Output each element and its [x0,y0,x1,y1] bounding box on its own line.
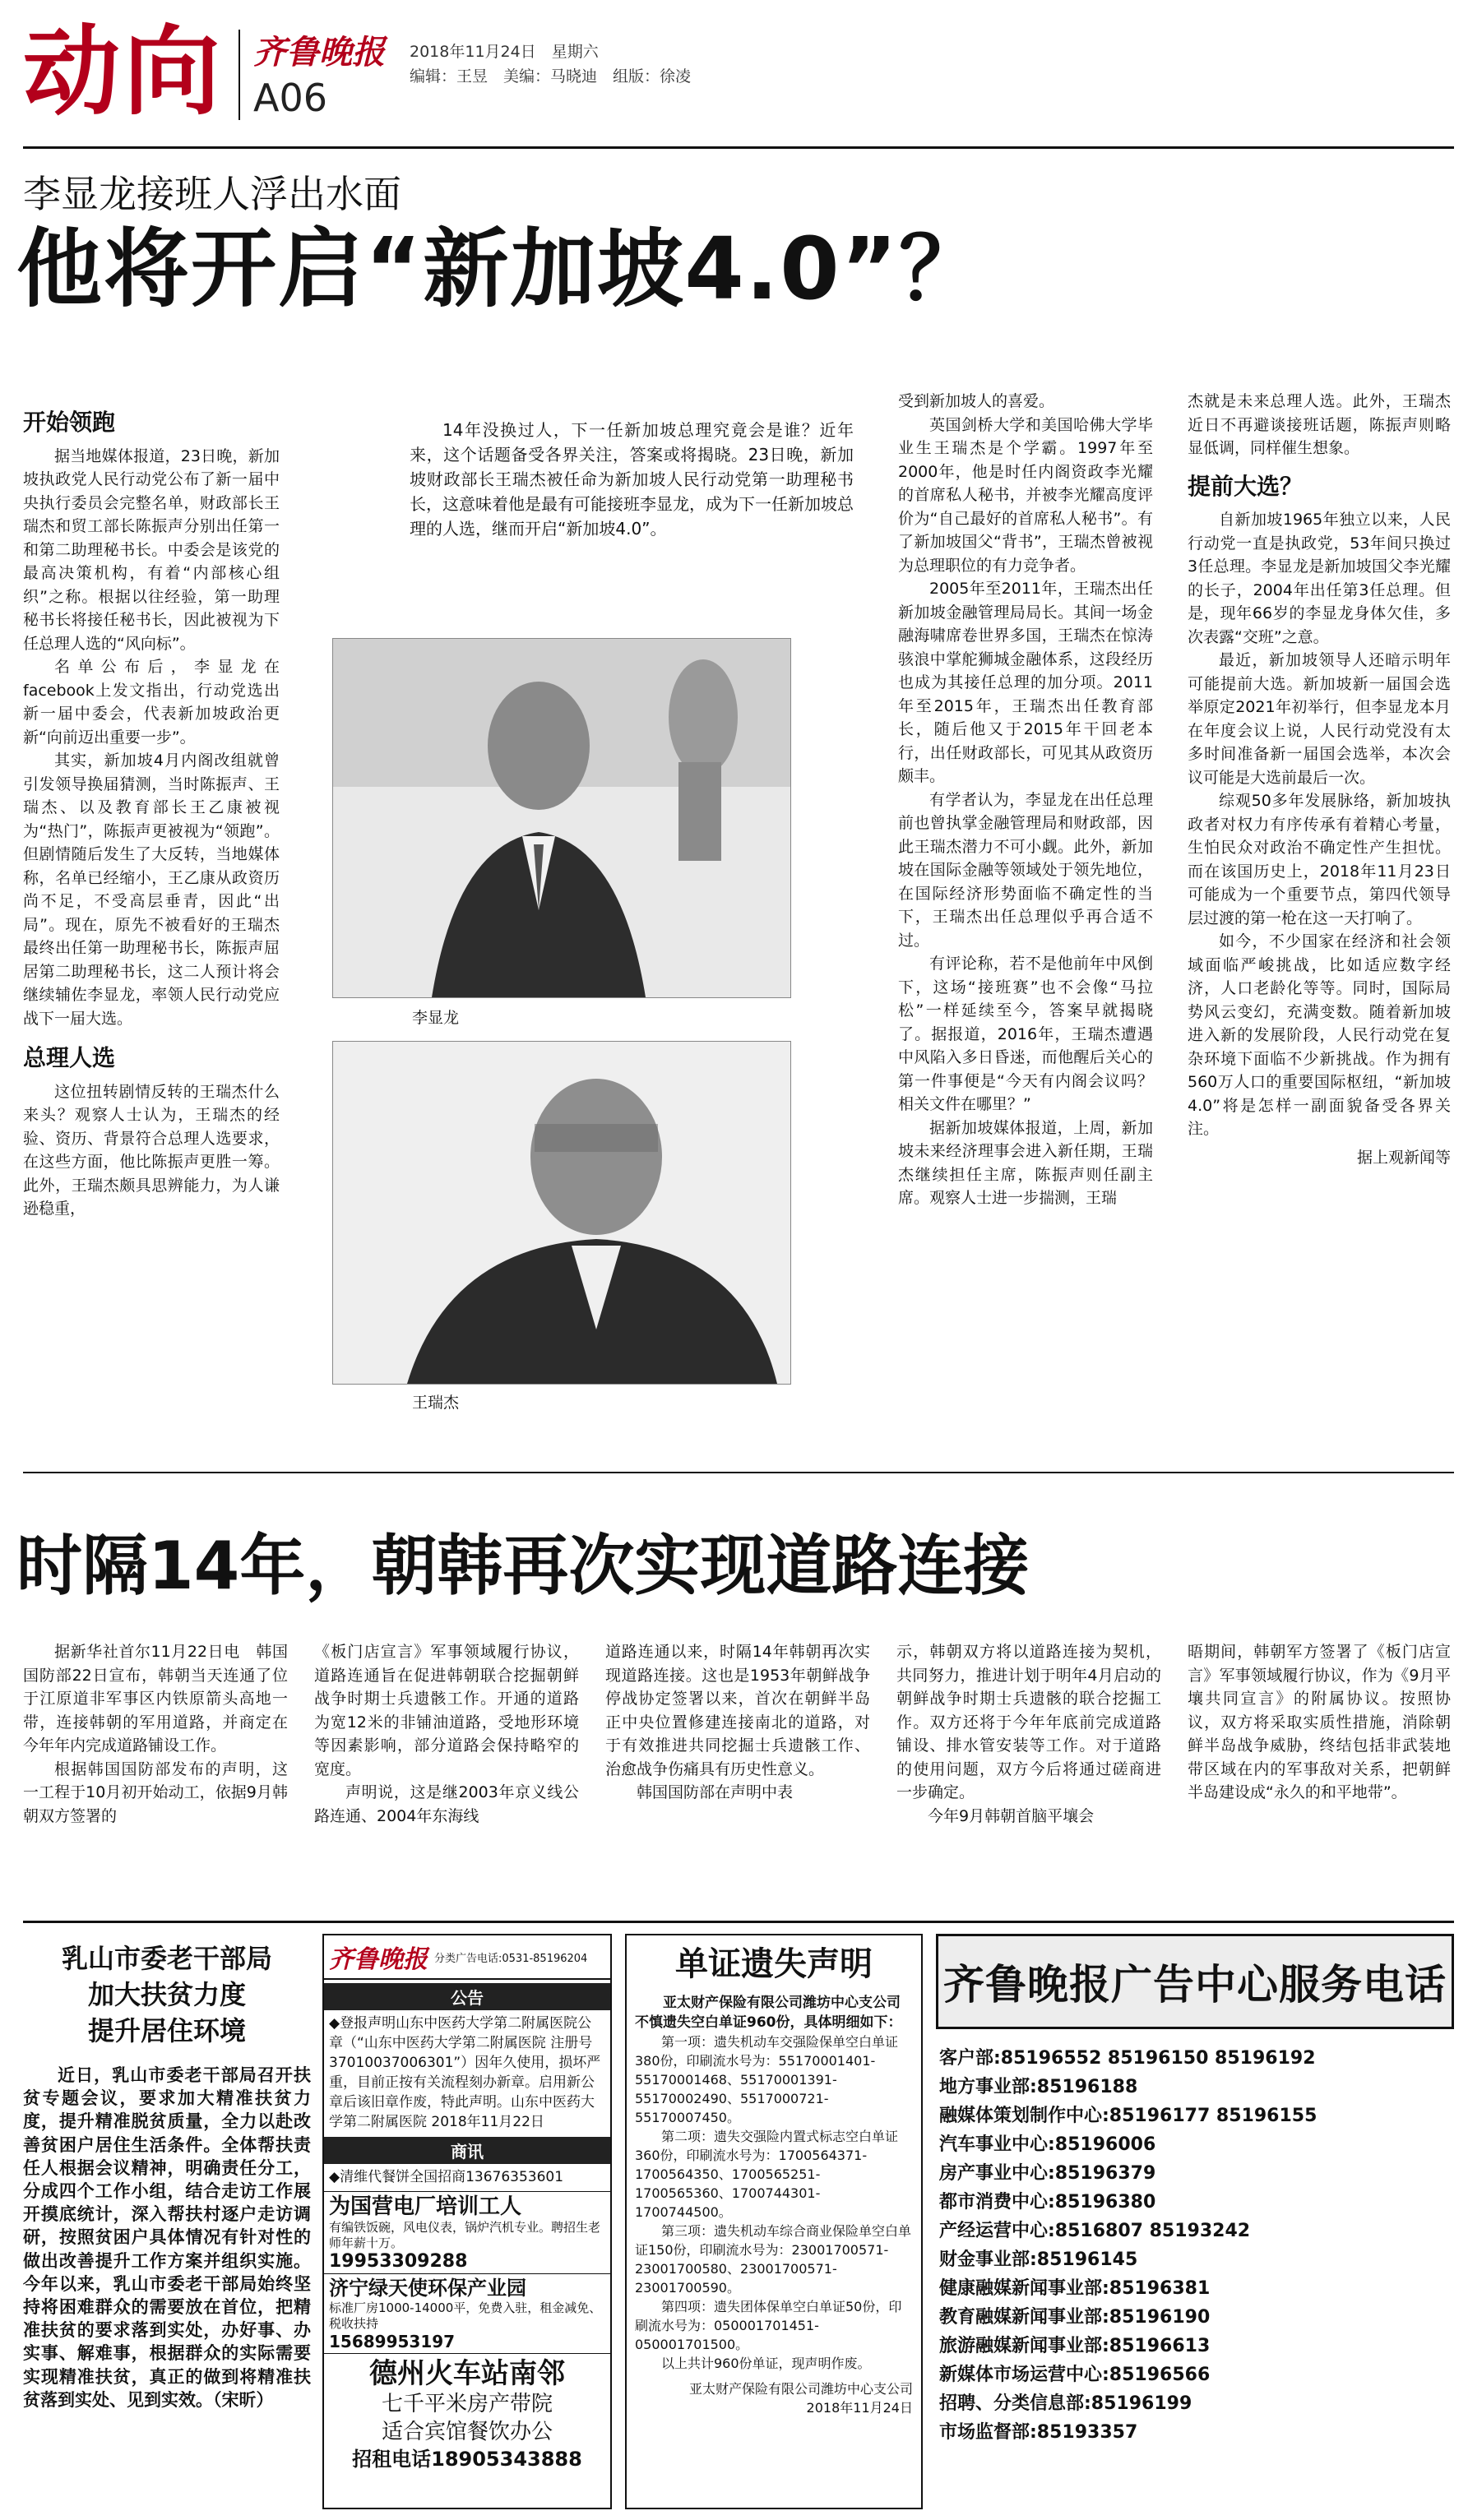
portrait-photo-icon [333,639,790,997]
paragraph: 据新加坡媒体报道，上周，新加坡未来经济理事会进入新任期，王瑞杰继续担任主席，陈振声则任副主席。观察人士进一步揣测，王瑞 [898,1118,1153,1207]
service-line: 产经运营中心:8516807 85193242 [939,2221,1251,2241]
staff-credits: 编辑：王昱 美编：马晓迪 组版：徐凌 [410,67,692,86]
ad1-phone: 19953309288 [329,2251,468,2272]
service-line: 新媒体市场运营中心:85196566 [939,2365,1211,2385]
paragraph: 其实，新加坡4月内阁改组就曾引发领导换届猜测，当时陈振声、王瑞杰、以及教育部长王乙康被视为“热门”，陈振声更被视为“领跑”。但剧情随后发生了大反转，当地媒体称，名单已经缩小，王乙康从政资历尚不足，不受高层垂青，因此“出局”。现在，原先不被看好的王瑞杰最终出任第一助理秘书长，陈振声屈居第二助理秘书长，这二人预计将会继续辅佐李显龙，率领人民行动党应战下一届大选。 [23,751,280,1028]
photo-lee-hsien-loong [332,638,791,1027]
ad3-line: 七千平米房产带院 [381,2392,553,2416]
photo2-caption: 王瑞杰 [412,1394,460,1412]
service-title: 齐鲁晚报广告中心服务电话 [943,1961,1447,2009]
ad-story-title: 乳山市委老干部局 [61,1943,272,1974]
story1-source: 据上观新闻等 [1356,1148,1451,1167]
paragraph: 有学者认为，李显龙在出任总理前也曾执掌金融管理局和财政部，因此王瑞杰潜力不可小觑。此外，新加坡在国际金融等领域处于领先地位，在国际经济形势面临不确定性的当下，王瑞杰出任总理似乎再合适不过。 [898,790,1153,950]
service-line: 财金事业部:85196145 [939,2250,1138,2270]
service-line: 教育融媒新闻事业部:85196190 [939,2307,1211,2328]
lost-item: 第二项：遗失交强险内置式标志空白单证360份，印刷流水号为：1700564371-1700564350、1700565251-1700565360、1700744301-1700744500。 [635,2129,899,2220]
service-line: 招聘、分类信息部:85196199 [939,2393,1192,2414]
story1-kicker: 李显龙接班人浮出水面 [23,172,401,216]
classifieds-brand: 齐鲁晚报 [329,1945,428,1974]
paper-logo: 齐鲁晚报 [253,33,385,72]
story1-col1 [23,411,280,1221]
ad3-line: 适合宾馆餐饮办公 [381,2420,553,2444]
service-line: 汽车事业中心:85196006 [939,2134,1156,2155]
paragraph: 名单公布后，李显龙在facebook上发文指出，行动党选出新一届中委会，代表新加坡政治更新“向前迈出重要一步”。 [23,658,280,747]
paragraph: 据当地媒体报道，23日晚，新加坡执政党人民行动党公布了新一届中央执行委员会完整名单，财政部长王瑞杰和贸工部长陈振声分别出任第一和第二助理秘书长。中委会是该党的最高决策机构，有着“内部核心组织”之称。根据以往经验，第一助理秘书长将接任秘书长，因此被视为下任总理人选的“风向标”。 [23,446,280,653]
lost-item: 第三项：遗失机动车综合商业保险单空白单证150份，印刷流水号为：23001700571-23001700580、23001700571-23001700590。 [635,2223,912,2296]
ad1-sub: 有编铁饭碗，风电仪表，锅炉汽机专业。聘招生老师年薪十万。 [329,2220,601,2250]
notice-header: 公告 [324,1983,610,2010]
story1-col3 [898,390,1153,1210]
subhead-candidate: 总理人选 [23,1044,116,1071]
biz-item: ◆清维代餐饼全国招商13676353601 [329,2169,564,2185]
paragraph: 这位扭转剧情反转的王瑞杰什么来头？观察人士认为，王瑞杰的经验、资历、背景符合总理人选要求，在这些方面，他比陈振声更胜一筹。此外，王瑞杰颇具思辨能力，为人谦逊稳重， [23,1082,280,1218]
ad2-title: 济宁绿天使环保产业园 [329,2277,526,2300]
notice-body: ◆登报声明山东中医药大学第二附属医院公章（“山东中医药大学第二附属医院 注册号37010037006301”）因年久使用，损坏严重，目前正按有关流程刻办新章。启用新公章后该旧章作废，特此声明。山东中医药大学第二附属医院 2018年11月22日 [329,2015,601,2130]
story1-lead: 14年没换过人，下一任新加坡总理究竟会是谁？近年来，这个话题备受各界关注，答案或将揭晓。23日晚，新加坡财政部长王瑞杰被任命为新加坡人民行动党第一助理秘书长，这意味着他是最有可能接班李显龙，成为下一任新加坡总理的人选，继而开启“新加坡4.0”。 [410,420,854,539]
ad-story-body: 近日，乳山市委老干部局召开扶贫专题会议，要求加大精准扶贫力度，提升精准脱贫质量，全力以赴改善贫困户居住生活条件。全体帮扶责任人根据会议精神，明确责任分工，分成四个工作小组，结合走访工作展开摸底统计，深入帮扶村逐户走访调研，按照贫困户具体情况有针对性的做出改善提升工作方案并组织实施。今年以来，乳山市委老干部局始终坚持将困难群众的需要放在首位，把精准扶贫的要求落到实处，办好事、办实事、解难事，根据群众的实际需要实现精准扶贫，真正的做到将精准扶贫落到实处、见到实效。（宋昕） [23,2065,311,2410]
story1-col4 [1188,390,1451,1169]
ads-rule [23,1921,1454,1923]
paragraph: 2005年至2011年，王瑞杰出任新加坡金融管理局局长。其间一场金融海啸席卷世界多国，王瑞杰在惊涛骇浪中掌舵狮城金融体系，这段经历也成为其接任总理的加分项。2011年至2015年，王瑞杰出任教育部长，随后他又于2015年干回老本行，出任财政部长，可见其从政资历颇丰。 [898,580,1153,785]
paragraph: 综观50多年发展脉络，新加坡执政者对权力有序传承有着精心考量，生怕民众对政治不确定性产生担忧。而在该国历史上，2018年11月23日可能成为一个重要节点，第四代领导层过渡的第一枪在这一天打响了。 [1188,792,1451,927]
lost-total: 以上共计960份单证，现声明作废。 [661,2356,871,2371]
page-number: A06 [253,76,328,120]
story2-col3: 道路连通以来，时隔14年韩朝再次实现道路连接。这也是1953年朝鲜战争停战协定签署以来，首次在朝鲜半岛正中央位置修建连接南北的道路，对于有效推进共同挖掘士兵遗骸工作、治愈战争伤痛具有历史性意义。 韩国国防部在声明中表 [605,1643,870,1801]
ad1-title: 为国营电厂培训工人 [329,2194,522,2219]
classifieds-hotline: 分类广告电话:0531-85196204 [434,1952,588,1965]
lost-intro: 亚太财产保险有限公司潍坊中心支公司不慎遗失空白单证960份，具体明细如下： [635,1995,902,2031]
lost-item: 第四项：遗失团体保单空白单证50份，印刷流水号为：050001701451-050001701500。 [635,2299,902,2352]
lost-item: 第一项：遗失机动车交强险保单空白单证380份，印刷流水号为：55170001401-55170001468、55170001391-55170002490、5517000721-55170007450。 [635,2034,899,2125]
masthead-divider [238,30,240,120]
paragraph: 杰就是未来总理人选。此外，王瑞杰近日不再避谈接班话题，陈振声则略显低调，同样催生想象。 [1188,392,1451,457]
service-hotlines [936,1934,1454,2509]
ad3-title: 德州火车站南邻 [369,2357,565,2390]
story2-col5: 晤期间，韩朝军方签署了《板门店宣言》军事领域履行协议，作为《9月平壤共同宣言》的附属协议。按照协议，双方将采取实质性措施，消除朝鲜半岛战争威胁，终结包括非武装地带区域在内的军事敌对关系，把朝鲜半岛建设成“永久的和平地带”。 [1188,1643,1451,1801]
photo1-caption: 李显龙 [412,1009,460,1027]
service-line: 健康融媒新闻事业部:85196381 [939,2278,1211,2299]
portrait-photo-icon [333,1042,790,1384]
service-line: 地方事业部:85196188 [939,2077,1138,2097]
section-title: 动向 [23,15,225,128]
service-line: 市场监督部:85193357 [939,2422,1138,2443]
service-line: 房产事业中心:85196379 [939,2163,1156,2184]
story2-col2: 《板门店宣言》军事领域履行协议，道路连通旨在促进韩朝联合挖掘朝鲜战争时期士兵遗骸工作。开通的道路为宽12米的非铺油道路，受地形环境等因素影响，部分道路会保持略窄的宽度。 声明说，这是继2003年京义线公路连通、2004年东海线 [314,1643,579,1825]
masthead [23,15,1454,128]
photo-heng-swee-keat [332,1041,791,1412]
lost-date: 2018年11月24日 [806,2400,913,2416]
service-line: 旅游融媒新闻事业部:85196613 [939,2336,1211,2356]
paragraph: 最近，新加坡领导人还暗示明年可能提前大选。新加坡新一届国会选举原定2021年初举行，但李显龙本月在年度会议上说，人民行动党没有太多时间准备新一届国会选举，本次会议可能是大选前最后一次。 [1188,651,1451,787]
paragraph: 有评论称，若不是他前年中风倒下，这场“接班赛”也不会像“马拉松”一样延续至今，答案早就揭晓了。据报道，2016年，王瑞杰遭遇中风陷入多日昏迷，而他醒后关心的第一件事便是“今天有内阁会议吗？相关文件在哪里？” [898,955,1153,1113]
story1-headline: 他将开启“新加坡4.0”？ [16,219,986,319]
service-list [936,2029,1454,2447]
classifieds [322,1934,612,2509]
story2-col1: 据新华社首尔11月22日电 韩国国防部22日宣布，韩朝当天连通了位于江原道非军事区内铁原箭头高地一带，连接韩朝的军用道路，并商定在今年年内完成道路铺设工作。 根据韩国国防部发布的声明，这一工程于10月初开始动工，依据9月韩朝双方签署的 [23,1643,288,1825]
section-rule [23,1472,1454,1473]
service-line: 客户部:85196552 85196150 85196192 [939,2048,1316,2069]
subhead-lead-run: 开始领跑 [23,409,116,436]
biz-header: 商讯 [324,2137,610,2164]
paragraph: 自新加坡1965年独立以来，人民行动党一直是执政党，53年间只换过3任总理。李显龙是新加坡国父李光耀的长子，2004年出任第3任总理。但是，现年66岁的李显龙身体欠佳，多次表露“交班”之意。 [1188,511,1451,646]
ad-story-title: 提升居住环境 [87,2015,246,2046]
service-line: 都市消费中心:85196380 [939,2192,1156,2213]
ad-story [23,1940,311,2411]
issue-date: 2018年11月24日 星期六 [410,43,599,61]
service-title-box [936,1934,1454,2029]
paragraph: 受到新加坡人的喜爱。 [898,392,1055,410]
story2-col4: 示，韩朝双方将以道路连接为契机，共同努力，推进计划于明年4月启动的朝鲜战争时期士兵遗骸的联合挖掘工作。双方还将于今年年底前完成道路铺设、排水管安装等工作。对于道路的使用问题，双方今后将通过磋商进一步确定。 今年9月韩朝首脑平壤会 [896,1643,1161,1825]
ad2-sub: 标准厂房1000-14000平，免费入驻，租金减免、税收扶持 [329,2300,602,2331]
paragraph: 英国剑桥大学和美国哈佛大学毕业生王瑞杰是个学霸。1997年至2000年，他是时任内阁资政李光耀的首席私人秘书，并被李光耀高度评价为“自己最好的首席私人秘书”。有了新加坡国父“背书”，王瑞杰曾被视为总理职位的有力竞争者。 [898,415,1153,575]
ad3-line: 招租电话18905343888 [352,2448,582,2471]
lost-sign: 亚太财产保险有限公司潍坊中心支公司 [688,2381,913,2397]
service-line: 融媒体策划制作中心:85196177 85196155 [939,2106,1317,2126]
lost-notice [625,1934,923,2509]
ad2-phone: 15689953197 [329,2332,456,2351]
ad-story-title: 加大扶贫力度 [87,1979,246,2010]
lost-title: 单证遗失声明 [675,1945,873,1983]
paragraph: 如今，不少国家在经济和社会领域面临严峻挑战，比如适应数字经济，人口老龄化等等。同时，国际局势风云变幻，充满变数。随着新加坡进入新的发展阶段，人民行动党在复杂环境下面临不少新挑战。作为拥有560万人口的重要国际枢纽，“新加坡4.0”将是怎样一副面貌备受各界关注。 [1188,932,1451,1138]
top-rule [23,146,1454,149]
subhead-early-election: 提前大选？ [1188,472,1304,500]
story2-headline: 时隔14年，朝韩再次实现道路连接 [16,1528,1030,1604]
